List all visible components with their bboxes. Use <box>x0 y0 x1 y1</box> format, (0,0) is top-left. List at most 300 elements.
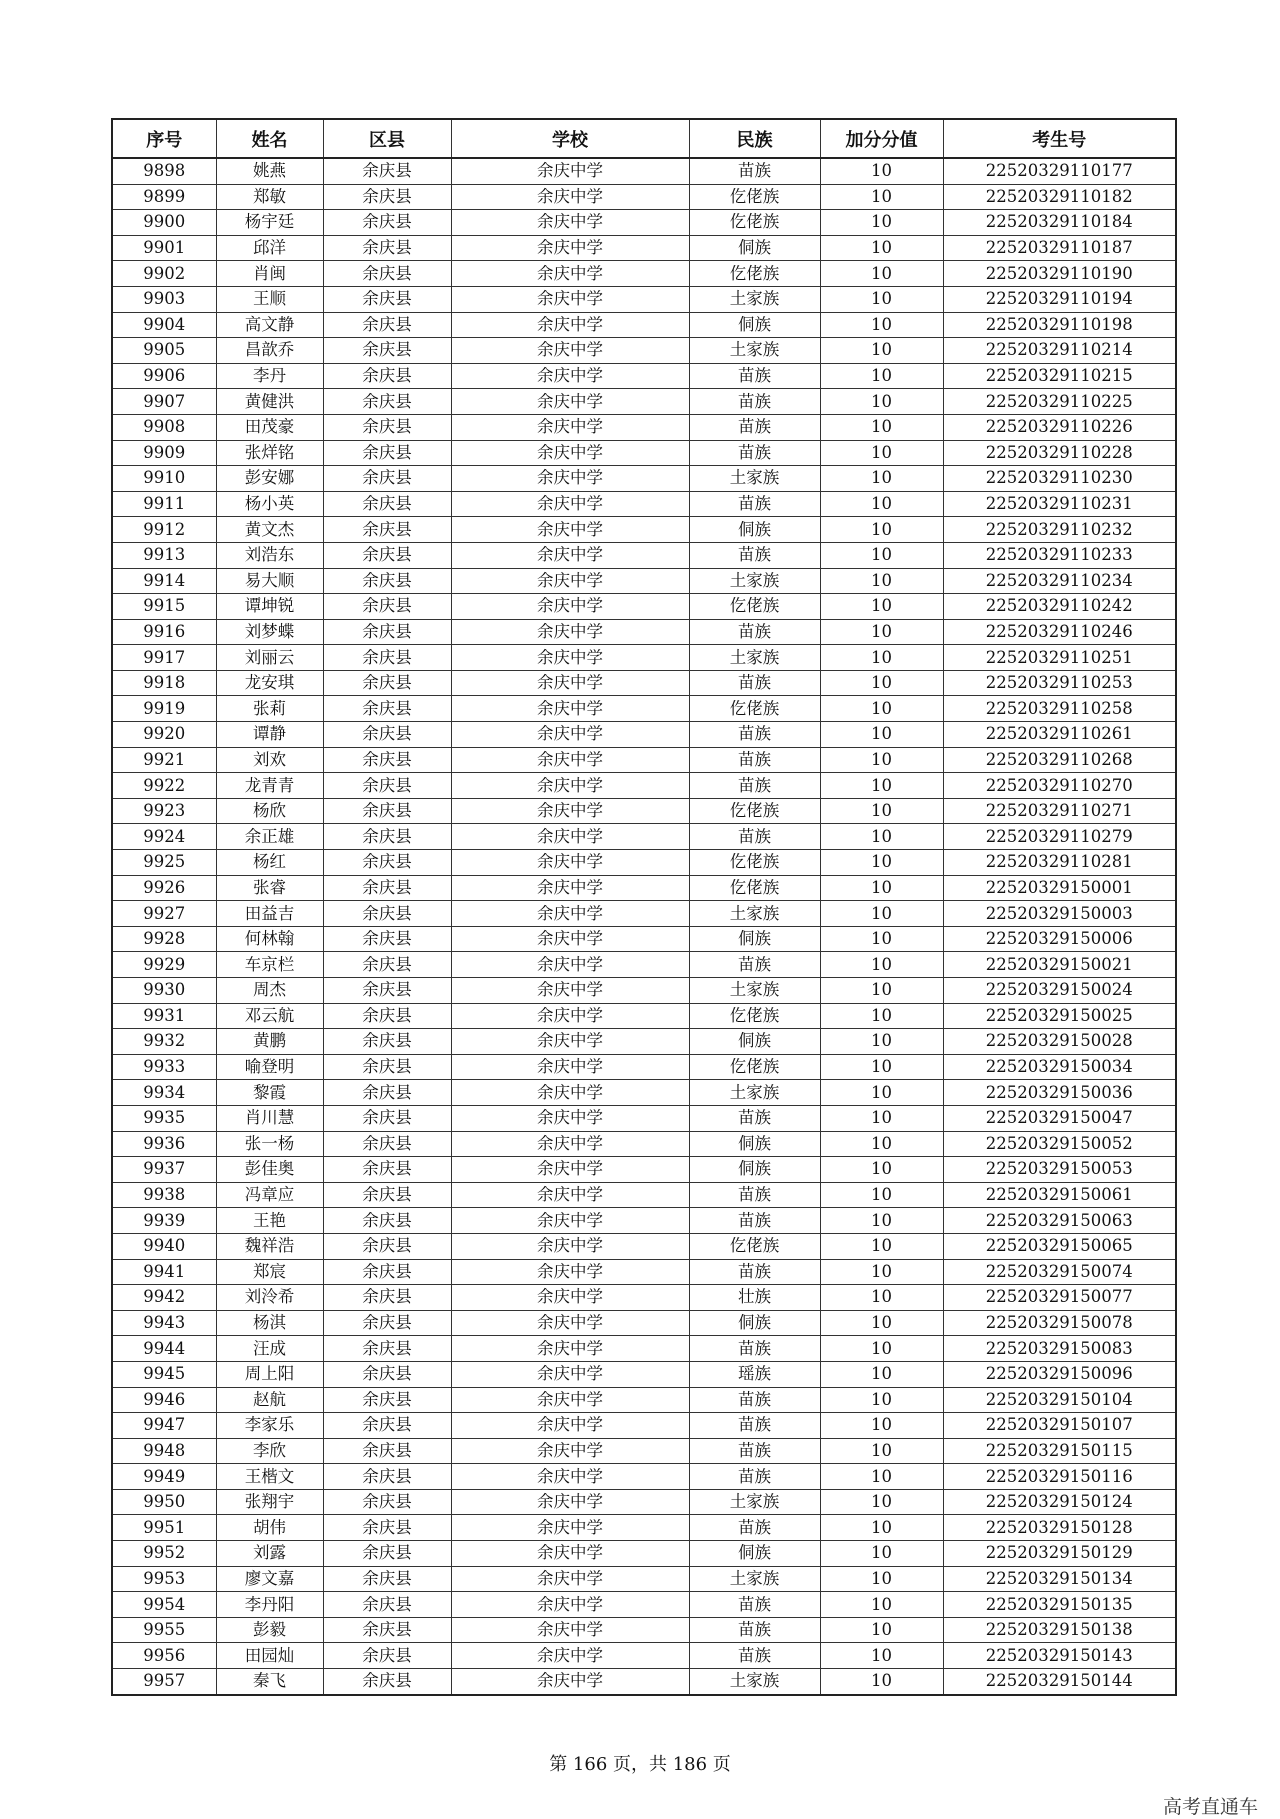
table-row <box>112 568 1176 594</box>
cell-index: 9930 <box>112 978 216 1004</box>
table-row <box>112 517 1176 543</box>
cell-school: 余庆中学 <box>451 312 689 338</box>
cell-name: 杨小英 <box>216 491 323 517</box>
header-row <box>112 119 1176 158</box>
cell-bonus: 10 <box>820 1387 943 1413</box>
cell-exam-id: 22520329150143 <box>943 1643 1176 1669</box>
cell-bonus: 10 <box>820 747 943 773</box>
cell-school: 余庆中学 <box>451 210 689 236</box>
cell-name: 郑敏 <box>216 184 323 210</box>
cell-school: 余庆中学 <box>451 1464 689 1490</box>
cell-name: 黄鹏 <box>216 1029 323 1055</box>
cell-exam-id: 22520329150021 <box>943 952 1176 978</box>
cell-county: 余庆县 <box>323 517 451 543</box>
cell-county: 余庆县 <box>323 158 451 184</box>
cell-ethnicity: 瑶族 <box>689 1361 820 1387</box>
cell-exam-id: 22520329150052 <box>943 1131 1176 1157</box>
cell-bonus: 10 <box>820 414 943 440</box>
cell-exam-id: 22520329110270 <box>943 773 1176 799</box>
cell-name: 杨淇 <box>216 1310 323 1336</box>
table-row <box>112 1669 1176 1695</box>
table-row <box>112 1157 1176 1183</box>
cell-ethnicity: 苗族 <box>689 747 820 773</box>
cell-county: 余庆县 <box>323 1515 451 1541</box>
cell-school: 余庆中学 <box>451 235 689 261</box>
cell-school: 余庆中学 <box>451 722 689 748</box>
cell-school: 余庆中学 <box>451 670 689 696</box>
cell-exam-id: 22520329110281 <box>943 850 1176 876</box>
cell-school: 余庆中学 <box>451 645 689 671</box>
cell-exam-id: 22520329150135 <box>943 1592 1176 1618</box>
table-row <box>112 1054 1176 1080</box>
cell-ethnicity: 苗族 <box>689 1413 820 1439</box>
cell-index: 9917 <box>112 645 216 671</box>
cell-index: 9923 <box>112 798 216 824</box>
cell-index: 9899 <box>112 184 216 210</box>
table-row <box>112 414 1176 440</box>
cell-ethnicity: 苗族 <box>689 1515 820 1541</box>
table-row <box>112 1566 1176 1592</box>
cell-ethnicity: 苗族 <box>689 389 820 415</box>
cell-bonus: 10 <box>820 1233 943 1259</box>
cell-ethnicity: 土家族 <box>689 1669 820 1695</box>
cell-ethnicity: 苗族 <box>689 542 820 568</box>
cell-bonus: 10 <box>820 901 943 927</box>
table-row <box>112 645 1176 671</box>
cell-school: 余庆中学 <box>451 850 689 876</box>
cell-exam-id: 22520329110228 <box>943 440 1176 466</box>
cell-bonus: 10 <box>820 338 943 364</box>
cell-name: 李欣 <box>216 1438 323 1464</box>
col-header-name: 姓名 <box>216 119 323 158</box>
cell-county: 余庆县 <box>323 389 451 415</box>
cell-school: 余庆中学 <box>451 696 689 722</box>
cell-school: 余庆中学 <box>451 978 689 1004</box>
table-row <box>112 696 1176 722</box>
cell-bonus: 10 <box>820 235 943 261</box>
cell-county: 余庆县 <box>323 875 451 901</box>
cell-exam-id: 22520329150053 <box>943 1157 1176 1183</box>
table-row <box>112 338 1176 364</box>
cell-bonus: 10 <box>820 696 943 722</box>
cell-county: 余庆县 <box>323 1643 451 1669</box>
cell-bonus: 10 <box>820 158 943 184</box>
cell-exam-id: 22520329110279 <box>943 824 1176 850</box>
table-row <box>112 594 1176 620</box>
cell-county: 余庆县 <box>323 466 451 492</box>
cell-county: 余庆县 <box>323 1592 451 1618</box>
cell-bonus: 10 <box>820 1515 943 1541</box>
cell-county: 余庆县 <box>323 1566 451 1592</box>
cell-name: 田益吉 <box>216 901 323 927</box>
cell-ethnicity: 壮族 <box>689 1285 820 1311</box>
table-row <box>112 1592 1176 1618</box>
cell-index: 9907 <box>112 389 216 415</box>
table-row <box>112 1208 1176 1234</box>
cell-name: 喻登明 <box>216 1054 323 1080</box>
cell-county: 余庆县 <box>323 1233 451 1259</box>
col-header-school: 学校 <box>451 119 689 158</box>
cell-name: 余正雄 <box>216 824 323 850</box>
cell-school: 余庆中学 <box>451 261 689 287</box>
cell-exam-id: 22520329110214 <box>943 338 1176 364</box>
cell-index: 9941 <box>112 1259 216 1285</box>
cell-county: 余庆县 <box>323 363 451 389</box>
table-row <box>112 1489 1176 1515</box>
cell-exam-id: 22520329110261 <box>943 722 1176 748</box>
table-row <box>112 1438 1176 1464</box>
cell-school: 余庆中学 <box>451 619 689 645</box>
cell-bonus: 10 <box>820 1182 943 1208</box>
cell-county: 余庆县 <box>323 1541 451 1567</box>
cell-exam-id: 22520329110246 <box>943 619 1176 645</box>
cell-bonus: 10 <box>820 1003 943 1029</box>
cell-school: 余庆中学 <box>451 363 689 389</box>
cell-name: 胡伟 <box>216 1515 323 1541</box>
cell-index: 9931 <box>112 1003 216 1029</box>
cell-school: 余庆中学 <box>451 542 689 568</box>
cell-county: 余庆县 <box>323 568 451 594</box>
cell-name: 王楷文 <box>216 1464 323 1490</box>
table-row <box>112 466 1176 492</box>
cell-name: 周上阳 <box>216 1361 323 1387</box>
cell-county: 余庆县 <box>323 594 451 620</box>
cell-name: 邓云航 <box>216 1003 323 1029</box>
cell-ethnicity: 仡佬族 <box>689 1054 820 1080</box>
cell-index: 9948 <box>112 1438 216 1464</box>
table-row <box>112 1029 1176 1055</box>
table-row <box>112 1080 1176 1106</box>
cell-index: 9952 <box>112 1541 216 1567</box>
cell-name: 赵航 <box>216 1387 323 1413</box>
cell-exam-id: 22520329110251 <box>943 645 1176 671</box>
cell-name: 魏祥浩 <box>216 1233 323 1259</box>
cell-ethnicity: 侗族 <box>689 1157 820 1183</box>
cell-school: 余庆中学 <box>451 1208 689 1234</box>
cell-county: 余庆县 <box>323 850 451 876</box>
cell-name: 黄健洪 <box>216 389 323 415</box>
cell-exam-id: 22520329150077 <box>943 1285 1176 1311</box>
table-row <box>112 158 1176 184</box>
cell-exam-id: 22520329110233 <box>943 542 1176 568</box>
cell-exam-id: 22520329150144 <box>943 1669 1176 1695</box>
cell-ethnicity: 苗族 <box>689 1617 820 1643</box>
cell-exam-id: 22520329110226 <box>943 414 1176 440</box>
cell-index: 9945 <box>112 1361 216 1387</box>
cell-index: 9913 <box>112 542 216 568</box>
cell-exam-id: 22520329150078 <box>943 1310 1176 1336</box>
cell-name: 肖川慧 <box>216 1105 323 1131</box>
cell-school: 余庆中学 <box>451 491 689 517</box>
cell-county: 余庆县 <box>323 1361 451 1387</box>
cell-index: 9925 <box>112 850 216 876</box>
cell-index: 9937 <box>112 1157 216 1183</box>
table-row <box>112 1105 1176 1131</box>
cell-exam-id: 22520329110234 <box>943 568 1176 594</box>
cell-name: 廖文嘉 <box>216 1566 323 1592</box>
table-row <box>112 747 1176 773</box>
cell-index: 9950 <box>112 1489 216 1515</box>
cell-name: 刘泠希 <box>216 1285 323 1311</box>
cell-ethnicity: 侗族 <box>689 235 820 261</box>
cell-county: 余庆县 <box>323 1438 451 1464</box>
cell-county: 余庆县 <box>323 1131 451 1157</box>
cell-school: 余庆中学 <box>451 1054 689 1080</box>
cell-name: 彭佳奥 <box>216 1157 323 1183</box>
cell-ethnicity: 土家族 <box>689 466 820 492</box>
table-row <box>112 1413 1176 1439</box>
cell-bonus: 10 <box>820 1259 943 1285</box>
cell-county: 余庆县 <box>323 1669 451 1695</box>
cell-bonus: 10 <box>820 466 943 492</box>
cell-index: 9910 <box>112 466 216 492</box>
cell-ethnicity: 仡佬族 <box>689 210 820 236</box>
cell-bonus: 10 <box>820 1131 943 1157</box>
table-row <box>112 1182 1176 1208</box>
roster-table <box>111 118 1177 1696</box>
table-row <box>112 798 1176 824</box>
cell-school: 余庆中学 <box>451 414 689 440</box>
cell-county: 余庆县 <box>323 926 451 952</box>
cell-bonus: 10 <box>820 389 943 415</box>
cell-bonus: 10 <box>820 978 943 1004</box>
cell-bonus: 10 <box>820 1208 943 1234</box>
table-row <box>112 440 1176 466</box>
cell-school: 余庆中学 <box>451 1310 689 1336</box>
cell-exam-id: 22520329150065 <box>943 1233 1176 1259</box>
cell-bonus: 10 <box>820 1310 943 1336</box>
cell-exam-id: 22520329110190 <box>943 261 1176 287</box>
cell-name: 车京栏 <box>216 952 323 978</box>
table-row <box>112 261 1176 287</box>
cell-exam-id: 22520329110258 <box>943 696 1176 722</box>
cell-ethnicity: 苗族 <box>689 1643 820 1669</box>
cell-school: 余庆中学 <box>451 1566 689 1592</box>
table-row <box>112 722 1176 748</box>
cell-school: 余庆中学 <box>451 1617 689 1643</box>
cell-exam-id: 22520329150128 <box>943 1515 1176 1541</box>
cell-ethnicity: 土家族 <box>689 286 820 312</box>
cell-name: 易大顺 <box>216 568 323 594</box>
cell-ethnicity: 苗族 <box>689 440 820 466</box>
cell-index: 9929 <box>112 952 216 978</box>
table-row <box>112 1131 1176 1157</box>
cell-bonus: 10 <box>820 850 943 876</box>
cell-name: 张烊铭 <box>216 440 323 466</box>
cell-ethnicity: 苗族 <box>689 722 820 748</box>
cell-school: 余庆中学 <box>451 1029 689 1055</box>
cell-ethnicity: 土家族 <box>689 1566 820 1592</box>
cell-name: 王艳 <box>216 1208 323 1234</box>
cell-index: 9935 <box>112 1105 216 1131</box>
table-row <box>112 952 1176 978</box>
cell-ethnicity: 仡佬族 <box>689 798 820 824</box>
table-row <box>112 1515 1176 1541</box>
cell-name: 田茂豪 <box>216 414 323 440</box>
cell-bonus: 10 <box>820 440 943 466</box>
cell-county: 余庆县 <box>323 722 451 748</box>
cell-county: 余庆县 <box>323 210 451 236</box>
cell-school: 余庆中学 <box>451 1182 689 1208</box>
cell-ethnicity: 侗族 <box>689 926 820 952</box>
cell-county: 余庆县 <box>323 235 451 261</box>
cell-bonus: 10 <box>820 1336 943 1362</box>
cell-exam-id: 22520329150107 <box>943 1413 1176 1439</box>
cell-school: 余庆中学 <box>451 1105 689 1131</box>
cell-ethnicity: 土家族 <box>689 568 820 594</box>
cell-index: 9901 <box>112 235 216 261</box>
cell-index: 9951 <box>112 1515 216 1541</box>
cell-county: 余庆县 <box>323 798 451 824</box>
table-row <box>112 286 1176 312</box>
cell-name: 彭安娜 <box>216 466 323 492</box>
table-row <box>112 926 1176 952</box>
cell-bonus: 10 <box>820 1489 943 1515</box>
cell-bonus: 10 <box>820 670 943 696</box>
cell-exam-id: 22520329150116 <box>943 1464 1176 1490</box>
table-row <box>112 1285 1176 1311</box>
cell-name: 张翔宇 <box>216 1489 323 1515</box>
cell-name: 刘露 <box>216 1541 323 1567</box>
cell-county: 余庆县 <box>323 747 451 773</box>
cell-school: 余庆中学 <box>451 926 689 952</box>
cell-name: 李丹 <box>216 363 323 389</box>
cell-index: 9922 <box>112 773 216 799</box>
cell-bonus: 10 <box>820 261 943 287</box>
table-row <box>112 1643 1176 1669</box>
cell-name: 黄文杰 <box>216 517 323 543</box>
cell-name: 杨宇廷 <box>216 210 323 236</box>
cell-bonus: 10 <box>820 210 943 236</box>
cell-bonus: 10 <box>820 1541 943 1567</box>
cell-bonus: 10 <box>820 645 943 671</box>
cell-bonus: 10 <box>820 1361 943 1387</box>
cell-exam-id: 22520329150138 <box>943 1617 1176 1643</box>
cell-index: 9942 <box>112 1285 216 1311</box>
cell-ethnicity: 苗族 <box>689 1592 820 1618</box>
cell-exam-id: 22520329150096 <box>943 1361 1176 1387</box>
cell-county: 余庆县 <box>323 1208 451 1234</box>
cell-county: 余庆县 <box>323 312 451 338</box>
cell-ethnicity: 苗族 <box>689 1105 820 1131</box>
cell-county: 余庆县 <box>323 1080 451 1106</box>
cell-ethnicity: 苗族 <box>689 1336 820 1362</box>
cell-county: 余庆县 <box>323 1310 451 1336</box>
cell-school: 余庆中学 <box>451 1643 689 1669</box>
cell-bonus: 10 <box>820 1080 943 1106</box>
cell-bonus: 10 <box>820 824 943 850</box>
cell-name: 李丹阳 <box>216 1592 323 1618</box>
cell-ethnicity: 仡佬族 <box>689 696 820 722</box>
cell-name: 张莉 <box>216 696 323 722</box>
table-row <box>112 978 1176 1004</box>
cell-county: 余庆县 <box>323 1105 451 1131</box>
cell-bonus: 10 <box>820 363 943 389</box>
cell-ethnicity: 苗族 <box>689 1259 820 1285</box>
cell-ethnicity: 苗族 <box>689 1438 820 1464</box>
cell-exam-id: 22520329150003 <box>943 901 1176 927</box>
cell-bonus: 10 <box>820 491 943 517</box>
cell-county: 余庆县 <box>323 1413 451 1439</box>
cell-ethnicity: 土家族 <box>689 1489 820 1515</box>
cell-bonus: 10 <box>820 875 943 901</box>
cell-index: 9898 <box>112 158 216 184</box>
cell-exam-id: 22520329110177 <box>943 158 1176 184</box>
cell-exam-id: 22520329110271 <box>943 798 1176 824</box>
table-row <box>112 542 1176 568</box>
cell-bonus: 10 <box>820 568 943 594</box>
table-row <box>112 1617 1176 1643</box>
cell-name: 田园灿 <box>216 1643 323 1669</box>
cell-bonus: 10 <box>820 594 943 620</box>
cell-county: 余庆县 <box>323 286 451 312</box>
cell-school: 余庆中学 <box>451 824 689 850</box>
cell-ethnicity: 土家族 <box>689 978 820 1004</box>
cell-exam-id: 22520329150001 <box>943 875 1176 901</box>
cell-ethnicity: 苗族 <box>689 1464 820 1490</box>
cell-exam-id: 22520329150034 <box>943 1054 1176 1080</box>
cell-county: 余庆县 <box>323 338 451 364</box>
cell-bonus: 10 <box>820 1464 943 1490</box>
col-header-exam-id: 考生号 <box>943 119 1176 158</box>
cell-exam-id: 22520329110194 <box>943 286 1176 312</box>
cell-school: 余庆中学 <box>451 798 689 824</box>
cell-bonus: 10 <box>820 1438 943 1464</box>
cell-name: 杨红 <box>216 850 323 876</box>
table-row <box>112 1361 1176 1387</box>
cell-ethnicity: 苗族 <box>689 670 820 696</box>
cell-ethnicity: 苗族 <box>689 1208 820 1234</box>
cell-index: 9919 <box>112 696 216 722</box>
table-row <box>112 773 1176 799</box>
table-row <box>112 1541 1176 1567</box>
cell-name: 刘浩东 <box>216 542 323 568</box>
cell-county: 余庆县 <box>323 1003 451 1029</box>
cell-name: 昌歆乔 <box>216 338 323 364</box>
cell-county: 余庆县 <box>323 1029 451 1055</box>
cell-bonus: 10 <box>820 619 943 645</box>
cell-exam-id: 22520329150124 <box>943 1489 1176 1515</box>
cell-school: 余庆中学 <box>451 1541 689 1567</box>
cell-school: 余庆中学 <box>451 389 689 415</box>
cell-name: 周杰 <box>216 978 323 1004</box>
table-row <box>112 824 1176 850</box>
cell-county: 余庆县 <box>323 952 451 978</box>
cell-ethnicity: 仡佬族 <box>689 850 820 876</box>
cell-school: 余庆中学 <box>451 1361 689 1387</box>
cell-exam-id: 22520329150025 <box>943 1003 1176 1029</box>
cell-exam-id: 22520329110253 <box>943 670 1176 696</box>
cell-county: 余庆县 <box>323 1336 451 1362</box>
cell-bonus: 10 <box>820 1285 943 1311</box>
cell-name: 王顺 <box>216 286 323 312</box>
cell-county: 余庆县 <box>323 670 451 696</box>
cell-name: 姚燕 <box>216 158 323 184</box>
cell-ethnicity: 仡佬族 <box>689 261 820 287</box>
col-header-index: 序号 <box>112 119 216 158</box>
cell-index: 9947 <box>112 1413 216 1439</box>
cell-exam-id: 22520329110232 <box>943 517 1176 543</box>
cell-bonus: 10 <box>820 1413 943 1439</box>
cell-bonus: 10 <box>820 1157 943 1183</box>
cell-bonus: 10 <box>820 1592 943 1618</box>
cell-index: 9908 <box>112 414 216 440</box>
cell-name: 谭坤锐 <box>216 594 323 620</box>
cell-school: 余庆中学 <box>451 901 689 927</box>
cell-school: 余庆中学 <box>451 466 689 492</box>
cell-ethnicity: 苗族 <box>689 491 820 517</box>
cell-ethnicity: 仡佬族 <box>689 875 820 901</box>
